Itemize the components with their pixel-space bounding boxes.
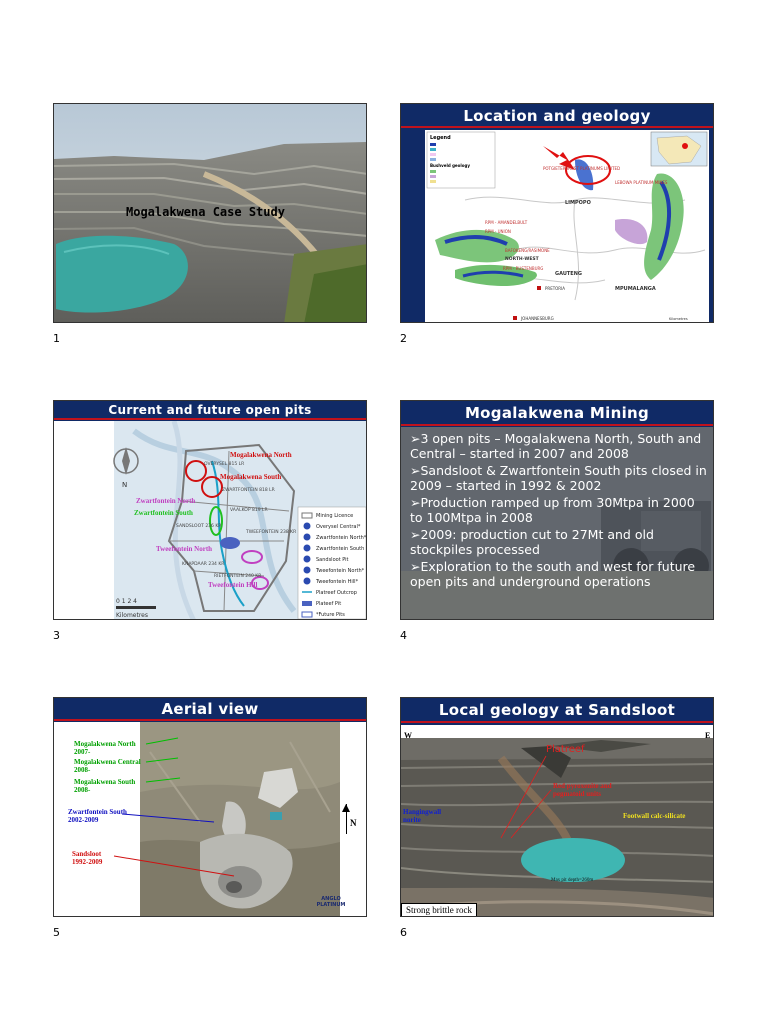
map-scale: 0 1 2 4 xyxy=(116,598,137,605)
bullet-item: ➢2009: production cut to 27Mt and old stockpiles processed xyxy=(410,527,654,557)
geo-arrows xyxy=(401,698,714,917)
map-johannesburg: JOHANNESBURG xyxy=(521,316,554,321)
slide-5-title: Aerial view xyxy=(161,700,259,718)
slide-number-1: 1 xyxy=(53,332,60,345)
map-compass-n: N xyxy=(122,481,128,489)
legend-item: Zwartfontein South xyxy=(316,546,365,552)
map-bafokeng: BAFOKENG/RASIMONE xyxy=(505,248,550,253)
map-legend-title: Legend xyxy=(430,135,451,141)
geo-platreef: Platreef xyxy=(546,744,585,755)
legend-item: Tweefontein Hill* xyxy=(316,579,359,585)
map-gauteng: GAUTENG xyxy=(555,271,582,277)
bullet-item: ➢Production ramped up from 30Mtpa in 2000 to 100Mtpa in 2008 xyxy=(410,495,695,525)
legend-item: Plateef Pit xyxy=(316,601,342,607)
map-lebowa: LEBOWA PLATINUM MINES xyxy=(615,180,668,185)
slide-number-2: 2 xyxy=(400,332,407,345)
slide-2 xyxy=(400,103,714,323)
map-kilometres: Kilometres xyxy=(669,317,688,321)
geo-hangingwall: Hangingwall norite xyxy=(403,808,442,824)
pit-label-tn: Tweefontein North xyxy=(156,545,213,553)
north-arrow xyxy=(342,804,358,840)
bullet-list xyxy=(410,431,710,589)
pit-label-th: Tweefontein Hill xyxy=(208,581,258,589)
slide-number-4: 4 xyxy=(400,629,407,642)
slide-number-5: 5 xyxy=(53,926,60,939)
anglo-logo: ANGLO PLATINUM xyxy=(316,896,346,908)
farm-name: OVERYSEL 815 LR xyxy=(204,462,245,467)
open-pits-map xyxy=(54,421,367,620)
location-geology-map xyxy=(425,130,709,323)
slide-6-title: Local geology at Sandsloot xyxy=(438,701,676,719)
bullet-item: ➢Exploration to the south and west for future open pits and underground operations xyxy=(410,559,696,589)
map-potgietersrust: POTGIETERSRUST PLATINUMS LIMITED xyxy=(543,166,621,171)
slide-5 xyxy=(53,697,367,917)
bullet-item: ➢3 open pits – Mogalakwena North, South and Central – started in 2007 and 2008 xyxy=(410,431,702,461)
geo-red-units: Red pyroxenite and pegmatoid units xyxy=(553,782,612,798)
legend-item: Zwartfontein North* xyxy=(316,535,367,541)
map-union: RPM - UNION xyxy=(485,229,511,234)
farm-name: ZWARTFONTEIN 818 LR xyxy=(222,488,275,493)
slide-1-title: Mogalakwena Case Study xyxy=(126,205,285,219)
legend-item: Overysel Central* xyxy=(316,524,361,530)
legend-item: Sandsloot Pit xyxy=(316,557,349,563)
pit-label-zn: Zwartfontein North xyxy=(136,497,196,505)
geo-depth: Max pit depth=260m xyxy=(551,878,594,883)
pit-label-south: Mogalakwena South xyxy=(220,473,282,481)
map-scale-unit: Kilometres xyxy=(116,612,148,619)
slide-4-header xyxy=(401,401,713,427)
bullet-item: ➢Sandsloot & Zwartfontein South pits closed in 2009 – started in 1992 & 2002 xyxy=(410,463,707,493)
aerial-label-central: Mogalakwena Central 2008- xyxy=(74,758,141,774)
slide-3-header xyxy=(54,401,366,421)
map-northwest: NORTH-WEST xyxy=(505,257,539,262)
geo-footwall: Footwall calc-silicate xyxy=(623,812,686,820)
legend-item: *Future Pits xyxy=(316,612,345,618)
legend-item: Mining Licence xyxy=(316,513,354,519)
map-mpumalanga: MPUMALANGA xyxy=(615,286,656,292)
slide-2-header xyxy=(401,104,713,130)
legend-item: Tweefontein North* xyxy=(316,568,365,574)
farm-name: TWEEFONTEIN 238 KR xyxy=(246,530,297,535)
pit-label-zs: Zwartfontein South xyxy=(134,509,193,517)
slide-number-3: 3 xyxy=(53,629,60,642)
legend-item: Platreef Outcrop xyxy=(316,590,357,596)
aerial-label-north: Mogalakwena North 2007- xyxy=(74,740,136,756)
farm-name: RIETFONTEIN 240 KR xyxy=(214,574,262,579)
slide-2-title: Location and geology xyxy=(463,107,651,125)
map-rustenburg: RPM - RUSTENBURG xyxy=(503,266,544,271)
slide-6 xyxy=(400,697,714,917)
aerial-label-south: Mogalakwena South 2008- xyxy=(74,778,136,794)
north-label: N xyxy=(350,818,357,828)
aerial-label-sandsloot: Sandsloot 1992-2009 xyxy=(72,850,103,866)
slide-4 xyxy=(400,400,714,620)
map-legend-bushveld: Bushveld geology xyxy=(430,163,470,168)
farm-name: SANDSLOOT 236 KR xyxy=(176,524,222,529)
pit-label-north: Mogalakwena North xyxy=(230,451,292,459)
slide-1 xyxy=(53,103,367,323)
map-amandelbult: RPM - AMANDELBULT xyxy=(485,220,528,225)
geo-w: W xyxy=(404,731,412,740)
geo-caption: Strong brittle rock xyxy=(401,903,477,917)
aerial-label-zs: Zwartfontein South 2002-2009 xyxy=(68,808,127,824)
slide-3 xyxy=(53,400,367,620)
geo-e: E xyxy=(705,731,711,740)
slide-3-title: Current and future open pits xyxy=(108,403,312,417)
map-limpopo: LIMPOPO xyxy=(565,200,591,206)
farm-name: VAALKOP 819 LR xyxy=(230,508,268,513)
map-pretoria: PRETORIA xyxy=(545,286,566,291)
aerial-arrows xyxy=(54,698,367,917)
farm-name: KNAPDAAR 234 KR xyxy=(182,562,225,567)
slide-4-title: Mogalakwena Mining xyxy=(464,404,650,422)
slide-number-6: 6 xyxy=(400,926,407,939)
